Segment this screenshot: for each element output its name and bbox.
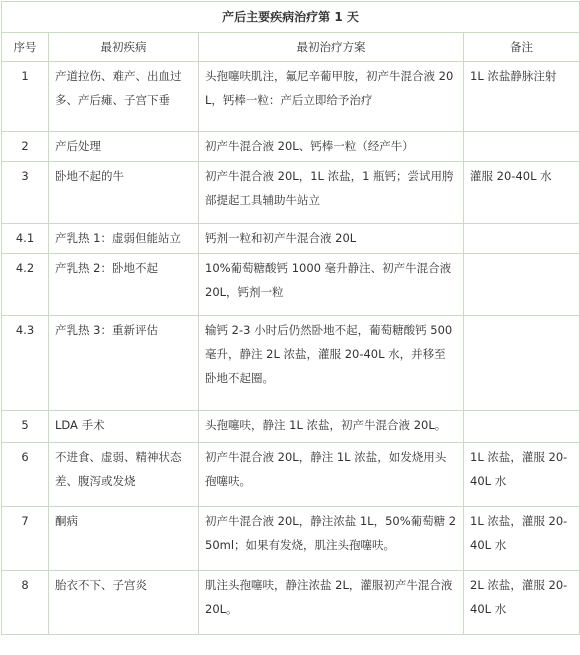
row-disease: 产道拉伤、难产、出血过多、产后瘫、子宫下垂 bbox=[49, 62, 199, 132]
header-no: 序号 bbox=[2, 33, 49, 62]
row-note bbox=[464, 224, 580, 254]
row-no: 4.2 bbox=[2, 254, 49, 316]
row-no: 4.3 bbox=[2, 316, 49, 411]
row-disease: 产乳热 2：卧地不起 bbox=[49, 254, 199, 316]
table-row bbox=[2, 316, 580, 411]
row-note: 1L 浓盐，灌服 20-40L 水 bbox=[464, 507, 580, 571]
row-no: 6 bbox=[2, 443, 49, 507]
row-no: 3 bbox=[2, 162, 49, 224]
row-no: 7 bbox=[2, 507, 49, 571]
row-no: 1 bbox=[2, 62, 49, 132]
table-row bbox=[2, 443, 580, 507]
row-treatment: 肌注头孢噻呋，静注浓盐 2L，灌服初产牛混合液 20L。 bbox=[199, 571, 464, 635]
header-note: 备注 bbox=[464, 33, 580, 62]
row-disease: 产后处理 bbox=[49, 132, 199, 162]
row-note bbox=[464, 411, 580, 443]
row-treatment: 10%葡萄糖酸钙 1000 毫升静注、初产牛混合液 20L，钙剂一粒 bbox=[199, 254, 464, 316]
treatment-table bbox=[1, 1, 580, 635]
table-row bbox=[2, 224, 580, 254]
row-treatment: 头孢噻呋肌注，氟尼辛葡甲胺，初产牛混合液 20L，钙棒一粒：产后立即给予治疗 bbox=[199, 62, 464, 132]
header-treatment: 最初治疗方案 bbox=[199, 33, 464, 62]
row-treatment: 初产牛混合液 20L，静注 1L 浓盐，如发烧用头孢噻呋。 bbox=[199, 443, 464, 507]
row-disease: 胎衣不下、子宫炎 bbox=[49, 571, 199, 635]
row-treatment: 钙剂一粒和初产牛混合液 20L bbox=[199, 224, 464, 254]
table-row bbox=[2, 507, 580, 571]
row-disease: LDA 手术 bbox=[49, 411, 199, 443]
row-note: 灌服 20-40L 水 bbox=[464, 162, 580, 224]
row-disease: 不进食、虚弱、精神状态差、腹泻或发烧 bbox=[49, 443, 199, 507]
row-note bbox=[464, 254, 580, 316]
table-row bbox=[2, 571, 580, 635]
row-note: 1L 浓盐静脉注射 bbox=[464, 62, 580, 132]
row-treatment: 输钙 2-3 小时后仍然卧地不起，葡萄糖酸钙 500 毫升，静注 2L 浓盐，灌服 20-40L 水，并移至卧地不起圈。 bbox=[199, 316, 464, 411]
row-no: 2 bbox=[2, 132, 49, 162]
table-row bbox=[2, 162, 580, 224]
row-treatment: 初产牛混合液 20L，1L 浓盐，1 瓶钙；尝试用胯部提起工具辅助牛站立 bbox=[199, 162, 464, 224]
row-treatment: 初产牛混合液 20L，静注浓盐 1L，50%葡萄糖 250ml；如果有发烧，肌注头孢噻呋。 bbox=[199, 507, 464, 571]
row-note bbox=[464, 132, 580, 162]
row-treatment: 头孢噻呋，静注 1L 浓盐，初产牛混合液 20L。 bbox=[199, 411, 464, 443]
header-disease: 最初疾病 bbox=[49, 33, 199, 62]
row-disease: 卧地不起的牛 bbox=[49, 162, 199, 224]
row-disease: 酮病 bbox=[49, 507, 199, 571]
table-row bbox=[2, 62, 580, 132]
row-disease: 产乳热 1：虚弱但能站立 bbox=[49, 224, 199, 254]
table-row bbox=[2, 254, 580, 316]
table-title: 产后主要疾病治疗第 1 天 bbox=[2, 2, 580, 33]
table-row bbox=[2, 411, 580, 443]
row-disease: 产乳热 3：重新评估 bbox=[49, 316, 199, 411]
row-no: 8 bbox=[2, 571, 49, 635]
title-row bbox=[2, 2, 580, 33]
table-row bbox=[2, 132, 580, 162]
row-treatment: 初产牛混合液 20L、钙棒一粒（经产牛） bbox=[199, 132, 464, 162]
row-note bbox=[464, 316, 580, 411]
header-row bbox=[2, 33, 580, 62]
row-note: 1L 浓盐，灌服 20-40L 水 bbox=[464, 443, 580, 507]
row-no: 5 bbox=[2, 411, 49, 443]
row-no: 4.1 bbox=[2, 224, 49, 254]
row-note: 2L 浓盐，灌服 20-40L 水 bbox=[464, 571, 580, 635]
